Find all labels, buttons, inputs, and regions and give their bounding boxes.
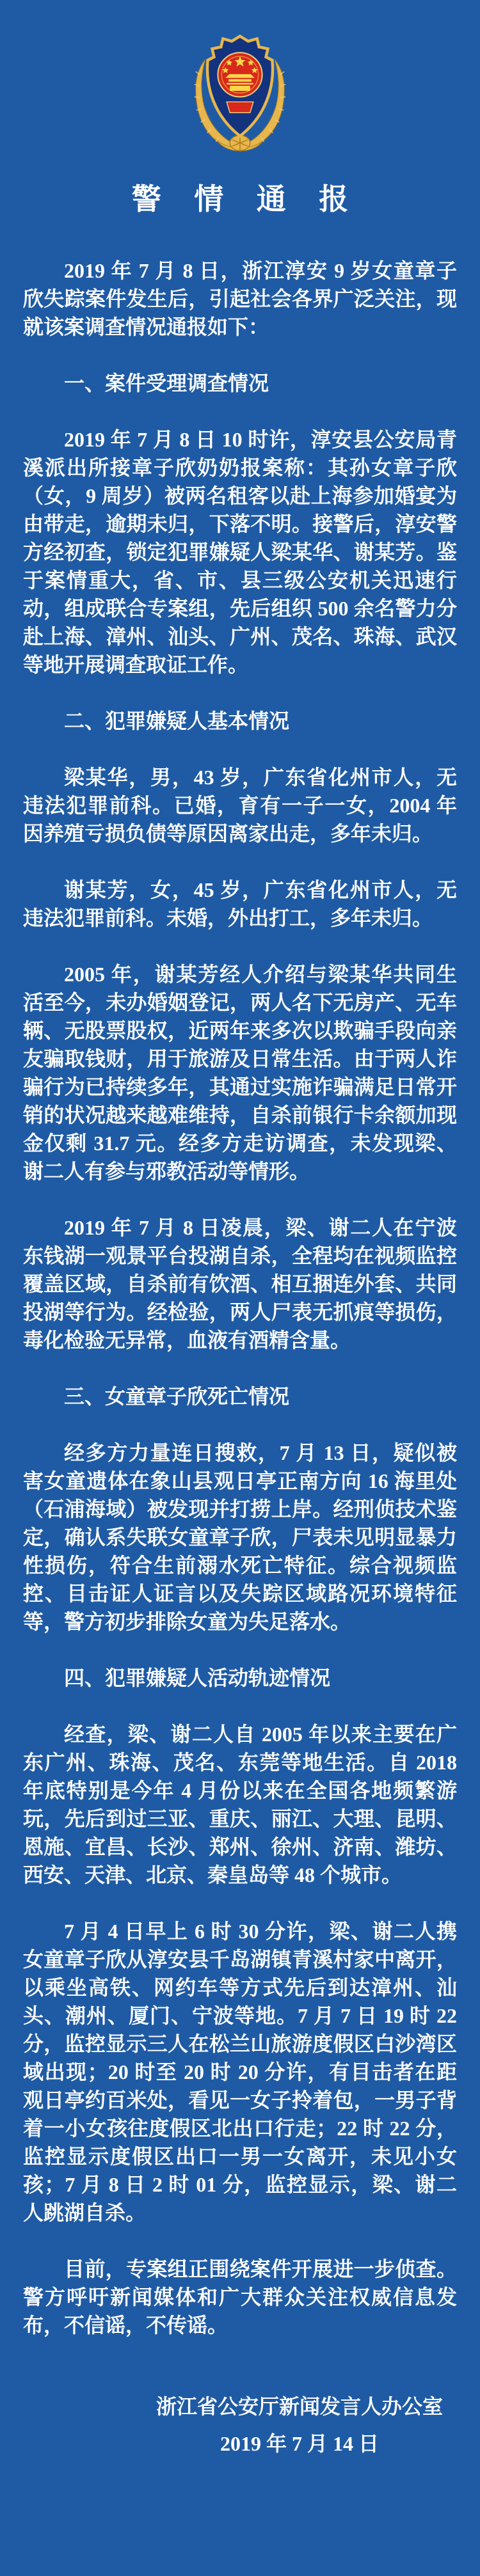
body-paragraph: 7 月 4 日早上 6 时 30 分许，梁、谢二人携女童章子欣从淳安县千岛湖镇青溪村家中离开，以乘坐高铁、网约车等方式先后到达漳州、汕头、潮州、厦门、宁波等地。7 月 7 日 19 时 22 分，监控显示三人在松兰山旅游度假区白沙湾区域出现；20 时至 20 时 20 分许，有目击者在距观日亭约百米处，看见一女子拎着包，一男子背着一小女孩往度假区北出口行走；22 时 22 分，监控显示度假区出口一男一女离开，未见小女孩；7 月 8 日 2 时 01 分，监控显示，梁、谢二人跳湖自杀。	[23, 1920, 457, 2224]
closing-paragraph: 目前，专案组正围绕案件开展进一步侦查。警方呼吁新闻媒体和广大群众关注权威信息发布，不信谣，不传谣。	[23, 2257, 457, 2337]
police-emblem-icon	[186, 27, 294, 157]
section-heading-1: 一、案件受理调查情况	[64, 372, 269, 395]
body-paragraph: 2019 年 7 月 8 日 10 时许，淳安县公安局青溪派出所接章子欣奶奶报案称：其孙女章子欣（女，9 周岁）被两名租客以赴上海参加婚宴为由带走，逾期未归，下落不明。接警后，淳安警方经初查，锁定犯罪嫌疑人梁某华、谢某芳。鉴于案情重大，省、市、县三级公安机关迅速行动，组成联合专案组，先后组织 500 余名警力分赴上海、漳州、汕头、广州、茂名、珠海、武汉等地开展调查取证工作。	[23, 428, 457, 676]
intro-paragraph: 2019 年 7 月 8 日，浙江淳安 9 岁女童章子欣失踪案件发生后，引起社会各界广泛关注，现就该案调查情况通报如下：	[23, 259, 457, 338]
signature-office: 浙江省公安厅新闻发言人办公室	[156, 2395, 443, 2418]
section-heading-3: 三、女童章子欣死亡情况	[64, 1385, 290, 1408]
body-paragraph: 经查，梁、谢二人自 2005 年以来主要在广东广州、珠海、茂名、东莞等地生活。自 2018 年底特别是今年 4 月份以来在全国各地频繁游玩，先后到过三亚、重庆、丽江、大理、昆明、恩施、宜昌、长沙、郑州、徐州、济南、潍坊、西安、天津、北京、秦皇岛等 48 个城市。	[23, 1723, 457, 1886]
signature-date: 2019 年 7 月 14 日	[220, 2432, 379, 2455]
page-title: 警 情 通 报	[131, 183, 362, 216]
body-paragraph: 2019 年 7 月 8 日凌晨，梁、谢二人在宁波东钱湖一观景平台投湖自杀，全程均在视频监控覆盖区域，自杀前有饮酒、相互捆连外套、共同投湖等行为。经检验，两人尸表无抓痕等损伤，毒化检验无异常，血液有酒精含量。	[23, 1216, 457, 1352]
body-paragraph: 经多方力量连日搜救，7 月 13 日，疑似被害女童遗体在象山县观日亭正南方向 16 海里处（石浦海域）被发现并打捞上岸。经刑侦技术鉴定，确认系失联女童章子欣，尸表未见明显暴力性损伤，符合生前溺水死亡特征。综合视频监控、目击证人证言以及失踪区域路况环境特征等，警方初步排除女童为失足落水。	[23, 1441, 457, 1633]
emblem-container	[23, 27, 457, 161]
signature-inner	[156, 2388, 443, 2462]
body-paragraph: 谢某芳，女，45 岁，广东省化州市人，无违法犯罪前科。未婚，外出打工，多年未归。	[23, 878, 457, 929]
body-paragraph: 梁某华，男，43 岁，广东省化州市人，无违法犯罪前科。已婚，育有一子一女，2004 年因养殖亏损负债等原因离家出走，多年未归。	[23, 766, 457, 845]
section-heading-4: 四、犯罪嫌疑人活动轨迹情况	[64, 1666, 331, 1689]
section-heading-2: 二、犯罪嫌疑人基本情况	[64, 709, 290, 732]
body-paragraph: 2005 年，谢某芳经人介绍与梁某华共同生活至今，未办婚姻登记，两人名下无房产、无车辆、无股票股权，近两年来多次以欺骗手段向亲友骗取钱财，用于旅游及日常生活。由于两人诈骗行为已持续多年，其通过实施诈骗满足日常开销的状况越来越难维持，自杀前银行卡余额加现金仅剩 31.7 元。经多方走访调查，未发现梁、谢二人有参与邪教活动等情形。	[23, 963, 457, 1183]
signature-block	[23, 2388, 457, 2462]
